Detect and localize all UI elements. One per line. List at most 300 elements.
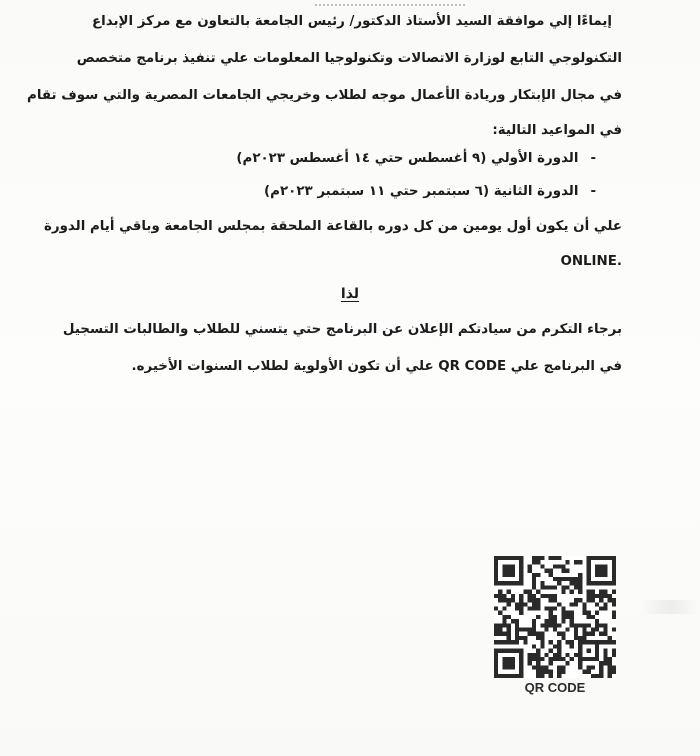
qr-module (587, 590, 591, 594)
qr-module (553, 628, 557, 632)
qr-module (587, 569, 591, 573)
qr-module (574, 636, 578, 640)
qr-module (570, 644, 574, 648)
qr-module (578, 665, 582, 669)
qr-module (502, 657, 506, 661)
qr-module (599, 569, 603, 573)
qr-module (549, 623, 553, 627)
qr-module (519, 564, 523, 568)
qr-module (549, 657, 553, 661)
qr-module (549, 615, 553, 619)
qr-module (519, 573, 523, 577)
qr-module (511, 564, 515, 568)
qr-module (494, 632, 498, 636)
qr-module (608, 581, 612, 585)
qr-module (566, 640, 570, 644)
qr-module (511, 556, 515, 560)
qr-module (507, 598, 511, 602)
qr-module (603, 657, 607, 661)
qr-module (532, 606, 536, 610)
qr-module (532, 602, 536, 606)
qr-module (540, 556, 544, 560)
qr-module (587, 598, 591, 602)
qr-module (591, 657, 595, 661)
qr-module (557, 640, 561, 644)
qr-module (519, 577, 523, 581)
qr-module (553, 653, 557, 657)
qr-module (561, 611, 565, 615)
qr-module (595, 644, 599, 648)
qr-module (570, 615, 574, 619)
qr-module (536, 560, 540, 564)
qr-module (608, 556, 612, 560)
qr-module (587, 615, 591, 619)
qr-module (536, 661, 540, 665)
qr-module (519, 670, 523, 674)
qr-module (599, 556, 603, 560)
qr-module (608, 598, 612, 602)
qr-module (536, 670, 540, 674)
qr-module (582, 670, 586, 674)
qr-module (595, 640, 599, 644)
qr-module (599, 594, 603, 598)
qr-module (612, 649, 616, 653)
qr-module (595, 573, 599, 577)
qr-module (502, 556, 506, 560)
qr-module (599, 623, 603, 627)
qr-module (566, 569, 570, 573)
qr-module (511, 619, 515, 623)
qr-module (608, 674, 612, 678)
qr-module (540, 670, 544, 674)
qr-module (608, 665, 612, 669)
qr-module (502, 564, 506, 568)
qr-module (553, 623, 557, 627)
qr-module (540, 657, 544, 661)
qr-module (544, 628, 548, 632)
qr-code-block (494, 556, 616, 702)
qr-module (582, 632, 586, 636)
qr-module (587, 623, 591, 627)
qr-module (574, 653, 578, 657)
qr-module (612, 640, 616, 644)
qr-module (612, 611, 616, 615)
qr-module (591, 628, 595, 632)
qr-module (507, 674, 511, 678)
qr-module (515, 632, 519, 636)
qr-module (595, 653, 599, 657)
qr-module (502, 632, 506, 636)
section-heading (0, 286, 700, 302)
qr-module (603, 581, 607, 585)
qr-module (532, 556, 536, 560)
qr-module (502, 598, 506, 602)
qr-module (557, 674, 561, 678)
qr-module (532, 594, 536, 598)
qr-module (502, 573, 506, 577)
qr-module (502, 581, 506, 585)
qr-module (507, 649, 511, 653)
qr-module (502, 569, 506, 573)
qr-module (561, 665, 565, 669)
qr-module (582, 606, 586, 610)
qr-module (528, 598, 532, 602)
qr-module (544, 619, 548, 623)
qr-module (553, 615, 557, 619)
qr-module (603, 564, 607, 568)
qr-module (578, 644, 582, 648)
qr-module (603, 556, 607, 560)
qr-module (599, 665, 603, 669)
qr-module (578, 653, 582, 657)
qr-module (549, 606, 553, 610)
qr-module (557, 665, 561, 669)
qr-module (587, 632, 591, 636)
qr-module (595, 564, 599, 568)
qr-module (532, 657, 536, 661)
session-1-item (236, 151, 596, 166)
qr-module (587, 577, 591, 581)
qr-module (502, 619, 506, 623)
qr-module (507, 640, 511, 644)
qr-module (578, 598, 582, 602)
qr-module (612, 598, 616, 602)
qr-module (608, 636, 612, 640)
qr-module (515, 619, 519, 623)
qr-module (536, 653, 540, 657)
qr-module (540, 564, 544, 568)
qr-module (532, 619, 536, 623)
qr-module (587, 611, 591, 615)
qr-module (515, 556, 519, 560)
qr-module (561, 632, 565, 636)
qr-module (570, 581, 574, 585)
qr-module (540, 674, 544, 678)
qr-module (612, 670, 616, 674)
qr-module (608, 661, 612, 665)
qr-module (532, 560, 536, 564)
qr-module (494, 569, 498, 573)
qr-module (578, 623, 582, 627)
qr-module (591, 598, 595, 602)
qr-module (549, 594, 553, 598)
qr-module (595, 611, 599, 615)
paragraph-line-4: في المواعيد التالية: (492, 123, 622, 138)
qr-module (603, 602, 607, 606)
qr-module (502, 606, 506, 610)
qr-module (599, 573, 603, 577)
qr-module (494, 649, 498, 653)
qr-module (511, 665, 515, 669)
qr-module (544, 606, 548, 610)
qr-module (532, 628, 536, 632)
qr-module (599, 670, 603, 674)
qr-module (498, 594, 502, 598)
qr-module (494, 556, 498, 560)
qr-module (498, 581, 502, 585)
qr-module (574, 585, 578, 589)
qr-module (582, 640, 586, 644)
qr-module (502, 640, 506, 644)
qr-module (549, 611, 553, 615)
qr-module (498, 632, 502, 636)
qr-module (595, 649, 599, 653)
qr-module (570, 602, 574, 606)
qr-module (566, 653, 570, 657)
qr-module (599, 564, 603, 568)
qr-module (536, 573, 540, 577)
qr-module (612, 577, 616, 581)
qr-module (587, 640, 591, 644)
qr-module (587, 560, 591, 564)
qr-module (511, 598, 515, 602)
qr-module (612, 590, 616, 594)
qr-module (494, 564, 498, 568)
paragraph-line-6: .ONLINE (560, 254, 622, 269)
qr-module (523, 640, 527, 644)
qr-code-image (494, 556, 616, 678)
qr-module (549, 670, 553, 674)
qr-module (507, 665, 511, 669)
session-2-text: الدورة الثانية (٦ سبتمبر حتي ١١ سبتمبر ٢٠٢٣م) (264, 184, 579, 199)
qr-module (570, 590, 574, 594)
qr-module (507, 564, 511, 568)
qr-module (603, 661, 607, 665)
qr-module (544, 594, 548, 598)
qr-module (595, 628, 599, 632)
qr-module (523, 636, 527, 640)
qr-module (536, 665, 540, 669)
qr-module (574, 628, 578, 632)
qr-module (574, 577, 578, 581)
qr-module (494, 670, 498, 674)
qr-module (507, 623, 511, 627)
qr-module (570, 611, 574, 615)
qr-module (595, 657, 599, 661)
qr-module (532, 665, 536, 669)
qr-module (528, 564, 532, 568)
qr-module (536, 649, 540, 653)
qr-module (536, 590, 540, 594)
qr-module (498, 598, 502, 602)
qr-module (515, 606, 519, 610)
qr-module (540, 644, 544, 648)
qr-module (566, 661, 570, 665)
qr-module (528, 628, 532, 632)
qr-module (532, 644, 536, 648)
qr-module (603, 628, 607, 632)
qr-module (519, 581, 523, 585)
session-2-item (264, 184, 596, 199)
qr-module (591, 590, 595, 594)
qr-module (578, 577, 582, 581)
qr-module (511, 569, 515, 573)
qr-module (603, 569, 607, 573)
qr-module (507, 569, 511, 573)
qr-module (553, 564, 557, 568)
qr-module (557, 649, 561, 653)
qr-module (507, 573, 511, 577)
qr-module (519, 653, 523, 657)
qr-module (519, 560, 523, 564)
qr-module (528, 661, 532, 665)
qr-module (608, 670, 612, 674)
qr-module (603, 632, 607, 636)
qr-module (528, 632, 532, 636)
qr-module (578, 573, 582, 577)
qr-module (528, 657, 532, 661)
qr-module (540, 594, 544, 598)
qr-module (540, 581, 544, 585)
qr-code-label: QR CODE (524, 680, 586, 695)
qr-module (578, 581, 582, 585)
qr-module (544, 585, 548, 589)
qr-module (566, 615, 570, 619)
qr-module (587, 657, 591, 661)
qr-module (599, 581, 603, 585)
qr-module (561, 606, 565, 610)
qr-module (603, 653, 607, 657)
qr-module (570, 619, 574, 623)
qr-module (540, 585, 544, 589)
qr-module (494, 674, 498, 678)
qr-module (595, 602, 599, 606)
paragraph-line-5: علي أن يكون أول يومين من كل دوره بالقاعة الملحقة بمجلس الجامعة وباقي أيام الدورة (44, 219, 622, 234)
qr-module (532, 573, 536, 577)
qr-module (566, 585, 570, 589)
qr-module (494, 606, 498, 610)
qr-module (515, 628, 519, 632)
qr-module (532, 653, 536, 657)
qr-module (578, 649, 582, 653)
qr-module (574, 602, 578, 606)
qr-module (494, 640, 498, 644)
qr-module (549, 619, 553, 623)
qr-module (582, 623, 586, 627)
qr-module (557, 657, 561, 661)
qr-module (494, 661, 498, 665)
qr-module (561, 619, 565, 623)
qr-module (553, 577, 557, 581)
qr-module (494, 594, 498, 598)
qr-module (553, 619, 557, 623)
qr-module (612, 581, 616, 585)
qr-module (544, 653, 548, 657)
qr-module (536, 632, 540, 636)
qr-module (515, 602, 519, 606)
qr-module (511, 657, 515, 661)
qr-module (511, 674, 515, 678)
qr-module (536, 598, 540, 602)
qr-module (591, 674, 595, 678)
qr-module (544, 670, 548, 674)
qr-module (498, 590, 502, 594)
bullet-dash: - (590, 151, 596, 166)
qr-module (519, 611, 523, 615)
qr-module (498, 640, 502, 644)
qr-module (519, 606, 523, 610)
session-1-text: الدورة الأولي (٩ أغسطس حتي ١٤ أغسطس ٢٠٢٣م) (236, 151, 579, 166)
qr-module (574, 632, 578, 636)
qr-module (603, 594, 607, 598)
qr-module (549, 585, 553, 589)
qr-module (557, 556, 561, 560)
qr-module (502, 615, 506, 619)
qr-module (528, 594, 532, 598)
qr-module (502, 665, 506, 669)
qr-module (612, 615, 616, 619)
qr-module (519, 649, 523, 653)
qr-module (553, 585, 557, 589)
qr-module (519, 598, 523, 602)
qr-module (515, 649, 519, 653)
qr-module (528, 653, 532, 657)
qr-module (599, 632, 603, 636)
qr-module (582, 611, 586, 615)
qr-module (544, 665, 548, 669)
qr-module (595, 556, 599, 560)
heading-text: لذا (340, 286, 360, 302)
qr-module (587, 556, 591, 560)
qr-module (591, 556, 595, 560)
qr-module (532, 623, 536, 627)
qr-module (570, 640, 574, 644)
qr-module (561, 577, 565, 581)
qr-module (540, 636, 544, 640)
qr-module (519, 661, 523, 665)
qr-module (603, 640, 607, 644)
scan-smudge (640, 600, 700, 614)
qr-module (544, 569, 548, 573)
qr-module (599, 590, 603, 594)
paragraph-line-1: إيماءًا إلي موافقة السيد الأستاذ الدكتور/ رئيس الجامعة بالتعاون مع مركز الإبداع (92, 14, 612, 29)
qr-module (561, 670, 565, 674)
qr-module (591, 594, 595, 598)
qr-module (515, 623, 519, 627)
qr-module (532, 585, 536, 589)
qr-module (502, 674, 506, 678)
qr-module (578, 590, 582, 594)
qr-module (608, 594, 612, 598)
qr-module (557, 632, 561, 636)
qr-module (608, 657, 612, 661)
qr-module (502, 594, 506, 598)
qr-module (494, 581, 498, 585)
qr-module (519, 569, 523, 573)
qr-module (549, 649, 553, 653)
paragraph-line-2: التكنولوجي التابع لوزارة الاتصالات وتكنولوجيا المعلومات علي تنفيذ برنامج متخصص (76, 51, 622, 66)
qr-module (549, 661, 553, 665)
qr-module (553, 598, 557, 602)
qr-module (502, 661, 506, 665)
qr-module (507, 590, 511, 594)
qr-module (507, 556, 511, 560)
qr-module (519, 665, 523, 669)
qr-module (494, 665, 498, 669)
qr-module (549, 640, 553, 644)
qr-module (561, 615, 565, 619)
qr-module (612, 665, 616, 669)
qr-module (603, 623, 607, 627)
qr-module (608, 640, 612, 644)
qr-module (603, 590, 607, 594)
qr-module (612, 628, 616, 632)
qr-module (557, 644, 561, 648)
qr-module (549, 573, 553, 577)
qr-module (515, 636, 519, 640)
qr-module (498, 611, 502, 615)
qr-module (591, 632, 595, 636)
